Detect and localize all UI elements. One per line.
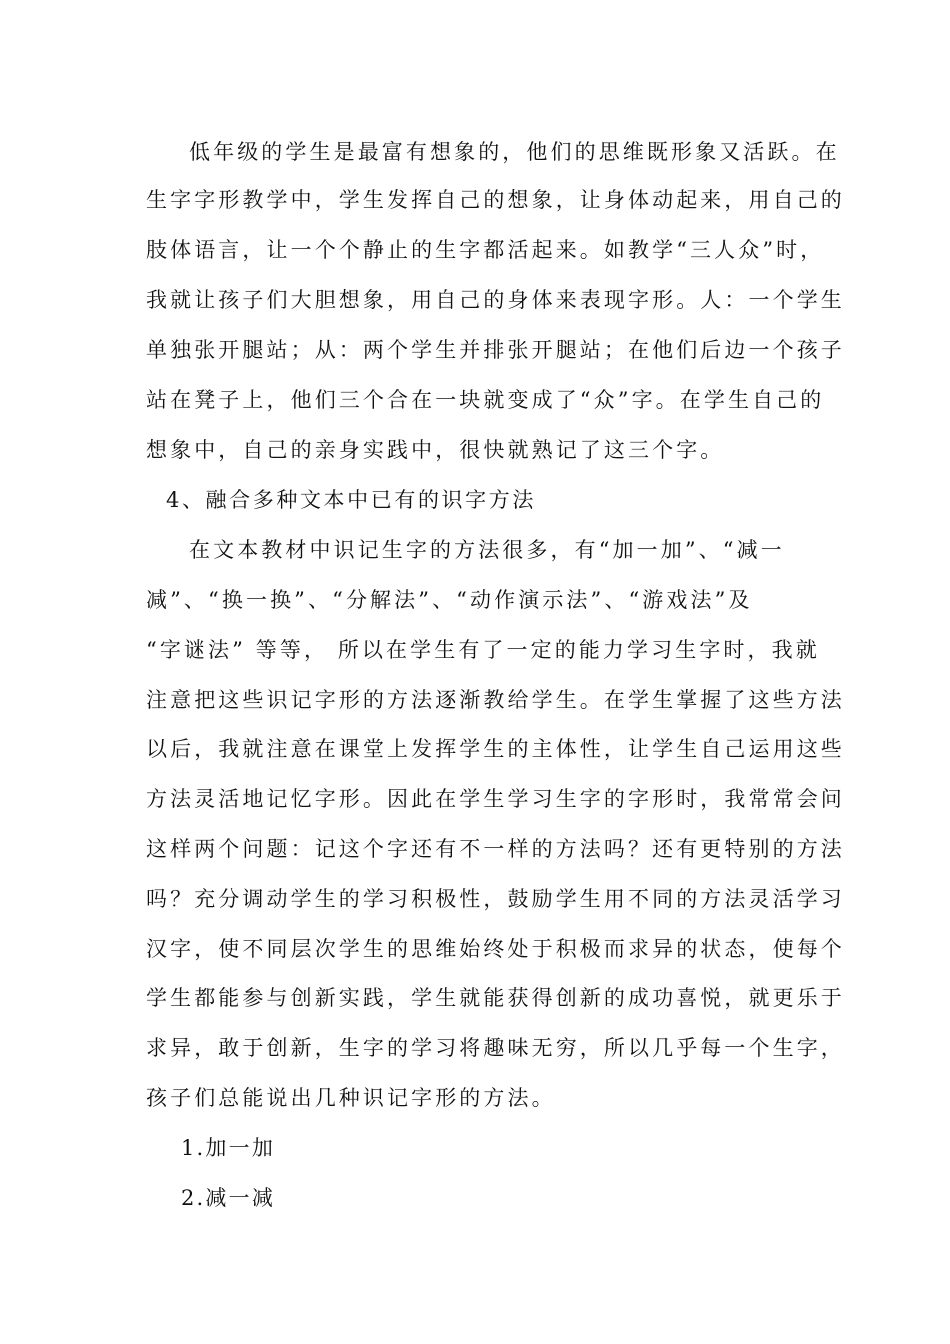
paragraph-line: 肢体语言，让一个个静止的生字都活起来。如教学“三人众”时， bbox=[146, 238, 825, 262]
list-item: 2.减一减 bbox=[181, 1186, 276, 1210]
paragraph-line: 在文本教材中识记生字的方法很多，有“加一加”、“减一 bbox=[189, 538, 785, 562]
paragraph-line: 这样两个问题：记这个字还有不一样的方法吗？还有更特别的方法 bbox=[146, 837, 845, 861]
paragraph-line: 求异，敢于创新，生字的学习将趣味无穷，所以几乎每一个生字， bbox=[146, 1036, 845, 1060]
paragraph-line: 站在凳子上，他们三个合在一块就变成了“众”字。在学生自己的 bbox=[146, 388, 825, 412]
paragraph-line: “字谜法” 等等， 所以在学生有了一定的能力学习生字时，我就 bbox=[146, 638, 820, 662]
paragraph-line: 方法灵活地记忆字形。因此在学生学习生字的字形时，我常常会问 bbox=[146, 787, 845, 811]
paragraph-line: 我就让孩子们大胆想象，用自己的身体来表现字形。人：一个学生 bbox=[146, 288, 845, 312]
paragraph-line: 单独张开腿站；从：两个学生并排张开腿站；在他们后边一个孩子 bbox=[146, 338, 845, 362]
paragraph-line: 汉字，使不同层次学生的思维始终处于积极而求异的状态，使每个 bbox=[146, 937, 845, 961]
paragraph-line: 吗？充分调动学生的学习积极性，鼓励学生用不同的方法灵活学习 bbox=[146, 887, 845, 911]
paragraph-line: 减”、“换一换”、“分解法”、“动作演示法”、“游戏法”及 bbox=[146, 588, 753, 612]
list-item: 1.加一加 bbox=[181, 1136, 276, 1160]
paragraph-line: 生字字形教学中，学生发挥自己的想象，让身体动起来，用自己的 bbox=[146, 188, 845, 212]
paragraph-line: 低年级的学生是最富有想象的，他们的思维既形象又活跃。在 bbox=[189, 140, 840, 164]
paragraph-line: 想象中，自己的亲身实践中，很快就熟记了这三个字。 bbox=[146, 438, 725, 462]
section-heading: 4、融合多种文本中已有的识字方法 bbox=[166, 488, 536, 512]
paragraph-line: 学生都能参与创新实践，学生就能获得创新的成功喜悦，就更乐于 bbox=[146, 986, 845, 1010]
paragraph-line: 以后，我就注意在课堂上发挥学生的主体性，让学生自己运用这些 bbox=[146, 737, 845, 761]
paragraph-line: 注意把这些识记字形的方法逐渐教给学生。在学生掌握了这些方法 bbox=[146, 688, 845, 712]
paragraph-line: 孩子们总能说出几种识记字形的方法。 bbox=[146, 1086, 556, 1110]
